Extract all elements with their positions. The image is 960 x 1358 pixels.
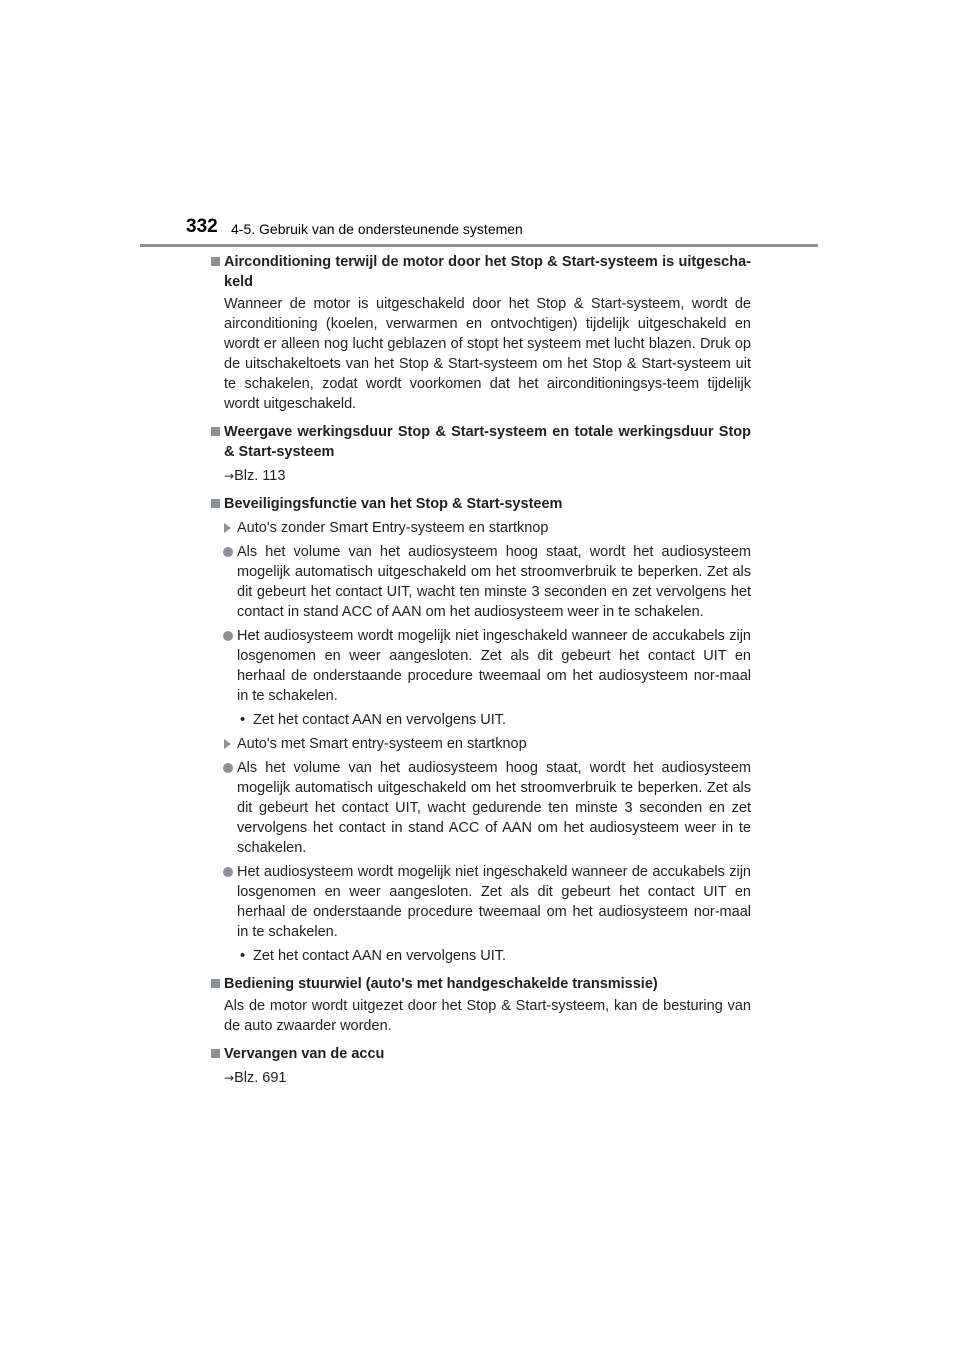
- header-rule: [140, 244, 818, 247]
- subsection-label: [210, 518, 751, 538]
- list-item-text: Als het volume van het audiosysteem hoog staat, wordt het audiosysteem mogelijk automatisch uitgeschakeld om het stroomverbruik te beperken. Zet als dit gebeurt het contact UIT, wacht ten minste 3 seconden en zet vervolgens het contact in stand ACC of AAN om het audiosysteem weer in te schakelen.: [237, 544, 751, 620]
- arrow-right-icon: →: [224, 469, 235, 483]
- section-title: Vervangen van de accu: [224, 1046, 385, 1062]
- chapter-title: 4-5. Gebruik van de ondersteunende systemen: [231, 221, 523, 237]
- triangle-icon: [224, 739, 231, 749]
- square-bullet-icon: [211, 1049, 220, 1058]
- square-bullet-icon: [211, 979, 220, 988]
- circle-bullet-icon: [223, 763, 233, 773]
- section-text: Als de motor wordt uitgezet door het Stop & Start-systeem, kan de besturing van de auto zwaarder worden.: [224, 998, 751, 1034]
- circle-bullet-icon: [223, 547, 233, 557]
- section-text: Wanneer de motor is uitgeschakeld door het Stop & Start-systeem, wordt de airconditioning (koelen, verwarmen en ontvochtigen) tijdelijk uitgeschakeld en wordt er alleen nog lucht geblazen of stopt het systeem met lucht blazen. Druk op de uitschakeltoets van het Stop & Start-systeem om het Stop & Start-systeem uit te schakelen, zodat wordt voorkomen dat het airconditioningsys-teem tijdelijk wordt uitgeschakeld.: [224, 296, 751, 412]
- section-heading: [210, 422, 751, 462]
- arrow-right-icon: →: [224, 1071, 235, 1085]
- subsection-label: [210, 734, 751, 754]
- list-item-text: Het audiosysteem wordt mogelijk niet ingeschakeld wanneer de accukabels zijn losgenomen en weer aangesloten. Zet als dit gebeurt het contact UIT en herhaal de onderstaande procedure tweemaal om het audiosysteem nor-maal in te schakelen.: [237, 628, 751, 704]
- page-number: 332: [186, 216, 218, 237]
- page-reference-link[interactable]: Blz. 113: [234, 468, 286, 484]
- section-werkingsduur: [210, 422, 751, 486]
- section-stuurwiel: [210, 974, 751, 1036]
- section-heading: [210, 494, 751, 514]
- triangle-icon: [224, 523, 231, 533]
- section-title: Airconditioning terwijl de motor door het Stop & Start-systeem is uitgescha-keld: [224, 254, 751, 290]
- section-heading: [210, 252, 751, 292]
- page-reference-link[interactable]: Blz. 691: [234, 1070, 287, 1086]
- section-accu: [210, 1044, 751, 1088]
- circle-bullet-icon: [223, 867, 233, 877]
- page-reference: [210, 466, 751, 486]
- square-bullet-icon: [211, 499, 220, 508]
- section-title: Weergave werkingsduur Stop & Start-systeem en totale werkingsduur Stop & Start-systeem: [224, 424, 751, 460]
- procedure-step-text: Zet het contact AAN en vervolgens UIT.: [253, 948, 507, 964]
- list-item-text: Het audiosysteem wordt mogelijk niet ingeschakeld wanneer de accukabels zijn losgenomen en weer aangesloten. Zet als dit gebeurt het contact UIT en herhaal de onderstaande procedure tweemaal om het audiosysteem nor-maal in te schakelen.: [237, 864, 751, 940]
- subsection-label-text: Auto's met Smart entry-systeem en startknop: [237, 736, 527, 752]
- page-content: [210, 252, 751, 1088]
- section-beveiliging: [210, 494, 751, 966]
- section-heading: [210, 1044, 751, 1064]
- procedure-step-text: Zet het contact AAN en vervolgens UIT.: [253, 712, 507, 728]
- section-title: Beveiligingsfunctie van het Stop & Start-systeem: [224, 496, 563, 512]
- bullet-icon: •: [240, 712, 246, 728]
- procedure-step: [210, 710, 751, 730]
- section-airconditioning: [210, 252, 751, 414]
- list-item: [210, 626, 751, 706]
- list-item-text: Als het volume van het audiosysteem hoog staat, wordt het audiosysteem mogelijk automatisch uitgeschakeld om het stroomverbruik te beperken. Zet als dit gebeurt het contact UIT, wacht gedurende ten minste 3 seconden en zet vervolgens het contact in stand ACC of AAN om het audiosysteem weer in te schakelen.: [237, 760, 751, 856]
- list-item: [210, 862, 751, 942]
- subsection-label-text: Auto's zonder Smart Entry-systeem en startknop: [237, 520, 549, 536]
- list-item: [210, 542, 751, 622]
- circle-bullet-icon: [223, 631, 233, 641]
- procedure-step: [210, 946, 751, 966]
- bullet-icon: •: [240, 948, 246, 964]
- square-bullet-icon: [211, 257, 220, 266]
- section-heading: [210, 974, 751, 994]
- section-title: Bediening stuurwiel (auto's met handgeschakelde transmissie): [224, 976, 658, 992]
- square-bullet-icon: [211, 427, 220, 436]
- page-header: [186, 216, 818, 246]
- page-reference: [210, 1068, 751, 1088]
- list-item: [210, 758, 751, 858]
